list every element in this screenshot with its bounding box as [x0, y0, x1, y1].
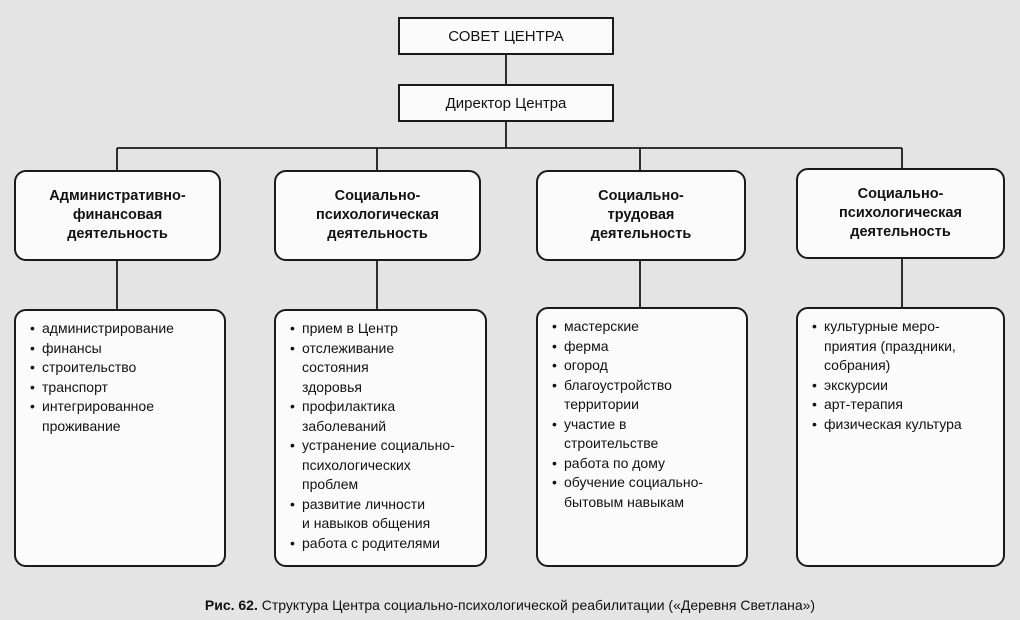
list-item: • экскурсии [812, 376, 995, 396]
list-social-psychological-2 [796, 307, 1005, 567]
list-item: • физическая культура [812, 415, 995, 435]
list-item: • культурные меро- приятия (праздники, собрания) [812, 317, 995, 376]
list-item: • работа с родителями [290, 534, 477, 554]
director-box [398, 84, 614, 122]
figure-caption [0, 597, 1020, 613]
caption-text: Структура Центра социально-психологической реабилитации («Деревня Светлана») [257, 597, 816, 613]
list-item: • ферма [552, 337, 738, 357]
council-label: СОВЕТ ЦЕНТРА [448, 27, 564, 45]
caption-label: Рис. 62. [204, 597, 258, 613]
branch-header-social-psychological-2 [796, 168, 1005, 259]
branch-title: Социально- психологическая деятельность [316, 188, 439, 242]
list-item: • участие в строительстве [552, 415, 738, 454]
council-box [398, 17, 614, 55]
branch-header-administrative [14, 170, 221, 261]
branch-header-social-labor [536, 170, 746, 261]
list-item: • развитие личности и навыков общения [290, 495, 477, 534]
list-item: • администрирование [30, 319, 216, 339]
list-administrative [14, 309, 226, 567]
list-item: • обучение социально- бытовым навыкам [552, 473, 738, 512]
director-label: Директор Центра [445, 94, 567, 112]
list-item: • интегрированное проживание [30, 397, 216, 436]
branch-title: Административно- финансовая деятельность [49, 188, 186, 242]
list-item: • работа по дому [552, 454, 738, 474]
branch-title: Социально- трудовая деятельность [590, 188, 692, 242]
list-item: • строительство [30, 358, 216, 378]
list-item: • прием в Центр [290, 319, 477, 339]
list-item: • профилактика заболеваний [290, 397, 477, 436]
list-item: • арт-терапия [812, 395, 995, 415]
branch-title: Социально- психологическая деятельность [839, 186, 962, 240]
branch-header-social-psychological [274, 170, 481, 261]
list-item: • устранение социально- психологических проблем [290, 436, 477, 495]
list-social-psychological [274, 309, 487, 567]
list-item: • благоустройство территории [552, 376, 738, 415]
list-item: • мастерские [552, 317, 738, 337]
list-social-labor [536, 307, 748, 567]
list-item: • отслеживание состояния здоровья [290, 339, 477, 398]
list-item: • огород [552, 356, 738, 376]
list-item: • финансы [30, 339, 216, 359]
list-item: • транспорт [30, 378, 216, 398]
